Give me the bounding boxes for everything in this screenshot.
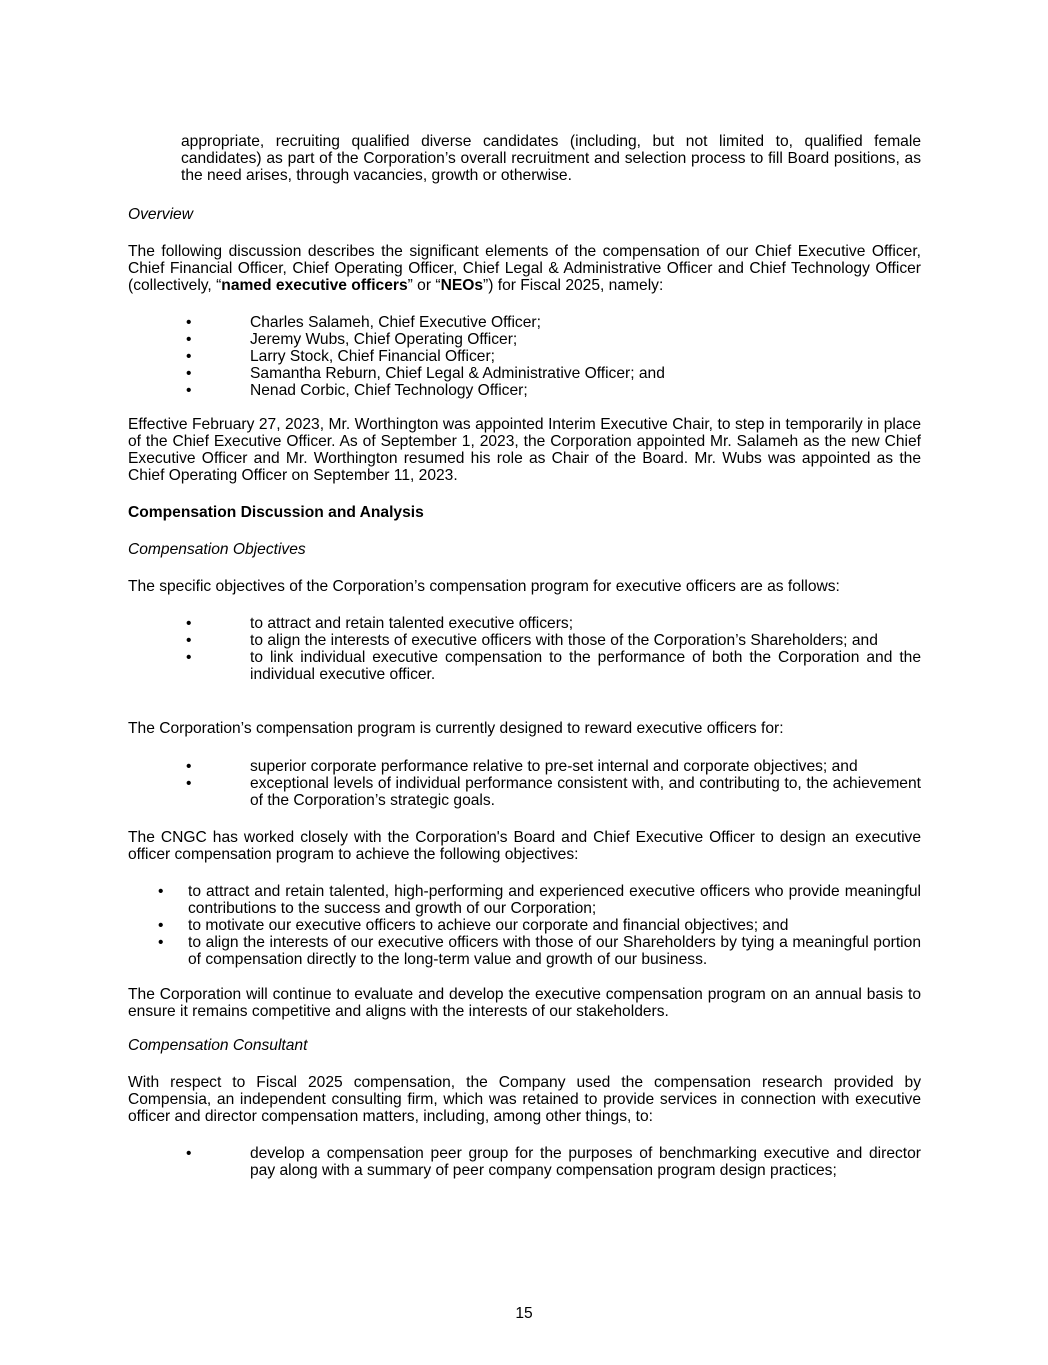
list-item-text: to align the interests of executive officers with those of the Corporation’s Shareholders; and [250, 632, 878, 649]
overview-paragraph [128, 243, 921, 294]
overview-text-before: The following discussion describes the significant elements of the compensation of our Chief Executive Officer, Chief Financial Officer, Chief Operating Officer, Chief Legal & Administrative Officer and Chief Technology Officer (collectively, “ [128, 243, 921, 294]
list-item-text: Samantha Reburn, Chief Legal & Administrative Officer; and [250, 365, 665, 382]
list-item [128, 632, 921, 649]
term-named-executive-officers: named executive officers [221, 277, 408, 294]
bullet-icon: • [186, 775, 192, 792]
list-item-text: to align the interests of our executive officers with those of our Shareholders by tying a meaningful portion of compensation directly to the long-term value and growth of our business. [188, 934, 921, 968]
list-item-text: to attract and retain talented, high-performing and experienced executive officers who provide meaningful contributions to the success and growth of our Corporation; [188, 883, 921, 917]
cda-heading: Compensation Discussion and Analysis [128, 504, 424, 521]
bullet-icon: • [186, 365, 192, 382]
list-item [128, 934, 921, 968]
cngc-objectives-list [128, 883, 921, 968]
list-item [128, 649, 921, 683]
bullet-icon: • [186, 331, 192, 348]
overview-text-after: ”) for Fiscal 2025, namely: [483, 277, 664, 294]
list-item-text: Jeremy Wubs, Chief Operating Officer; [250, 331, 518, 348]
overview-text-mid: ” or “ [407, 277, 441, 294]
list-item [128, 365, 921, 382]
list-item-text: superior corporate performance relative to pre-set internal and corporate objectives; and [250, 758, 858, 775]
consultant-intro: With respect to Fiscal 2025 compensation, the Company used the compensation research provided by Compensia, an independent consulting firm, which was retained to provide services in connection with executive officer and director compensation matters, including, among other things, to: [128, 1074, 921, 1125]
objectives-intro: The specific objectives of the Corporation’s compensation program for executive officers are as follows: [128, 578, 840, 595]
objectives-heading: Compensation Objectives [128, 541, 306, 558]
bullet-icon: • [158, 883, 164, 900]
bullet-icon: • [186, 1145, 192, 1162]
bullet-icon: • [186, 615, 192, 632]
list-item [128, 331, 921, 348]
list-item [128, 382, 921, 399]
list-item [128, 883, 921, 917]
list-item [128, 775, 921, 809]
list-item-text: Charles Salameh, Chief Executive Officer; [250, 314, 541, 331]
list-item [128, 314, 921, 331]
bullet-icon: • [186, 314, 192, 331]
intro-paragraph: appropriate, recruiting qualified diverse candidates (including, but not limited to, qualified female candidates) as part of the Corporation’s overall recruitment and selection process to fill Board positions, as the need arises, through vacancies, growth or otherwise. [181, 133, 921, 184]
list-item-text: Nenad Corbic, Chief Technology Officer; [250, 382, 528, 399]
bullet-icon: • [158, 917, 164, 934]
bullet-icon: • [186, 758, 192, 775]
reward-list [128, 758, 921, 809]
reward-intro: The Corporation’s compensation program is currently designed to reward executive officers for: [128, 720, 784, 737]
continue-paragraph: The Corporation will continue to evaluate and develop the executive compensation program on an annual basis to ensure it remains competitive and aligns with the interests of our stakeholders. [128, 986, 921, 1020]
neo-list [128, 314, 921, 399]
list-item [128, 348, 921, 365]
bullet-icon: • [158, 934, 164, 951]
list-item-text: Larry Stock, Chief Financial Officer; [250, 348, 495, 365]
list-item [128, 917, 921, 934]
list-item-text: develop a compensation peer group for the purposes of benchmarking executive and director pay along with a summary of peer company compensation program design practices; [250, 1145, 921, 1179]
bullet-icon: • [186, 649, 192, 666]
cngc-intro: The CNGC has worked closely with the Corporation's Board and Chief Executive Officer to design an executive officer compensation program to achieve the following objectives: [128, 829, 921, 863]
list-item [128, 615, 921, 632]
page-number: 15 [515, 1305, 533, 1322]
list-item-text: to link individual executive compensation to the performance of both the Corporation and the individual executive officer. [250, 649, 921, 683]
list-item-text: to attract and retain talented executive officers; [250, 615, 574, 632]
list-item-text: to motivate our executive officers to achieve our corporate and financial objectives; and [188, 917, 789, 934]
objectives-list [128, 615, 921, 683]
effective-paragraph: Effective February 27, 2023, Mr. Worthington was appointed Interim Executive Chair, to step in temporarily in place of the Chief Executive Officer. As of September 1, 2023, the Corporation appointed Mr. Salameh as the new Chief Executive Officer and Mr. Worthington resumed his role as Chair of the Board. Mr. Wubs was appointed as the Chief Operating Officer on September 11, 2023. [128, 416, 921, 484]
list-item [128, 1145, 921, 1179]
bullet-icon: • [186, 348, 192, 365]
overview-heading: Overview [128, 206, 193, 223]
consultant-heading: Compensation Consultant [128, 1037, 308, 1054]
bullet-icon: • [186, 632, 192, 649]
bullet-icon: • [186, 382, 192, 399]
list-item-text: exceptional levels of individual performance consistent with, and contributing to, the achievement of the Corporation’s strategic goals. [250, 775, 921, 809]
list-item [128, 758, 921, 775]
term-neos: NEOs [440, 277, 484, 294]
consultant-list [128, 1145, 921, 1179]
